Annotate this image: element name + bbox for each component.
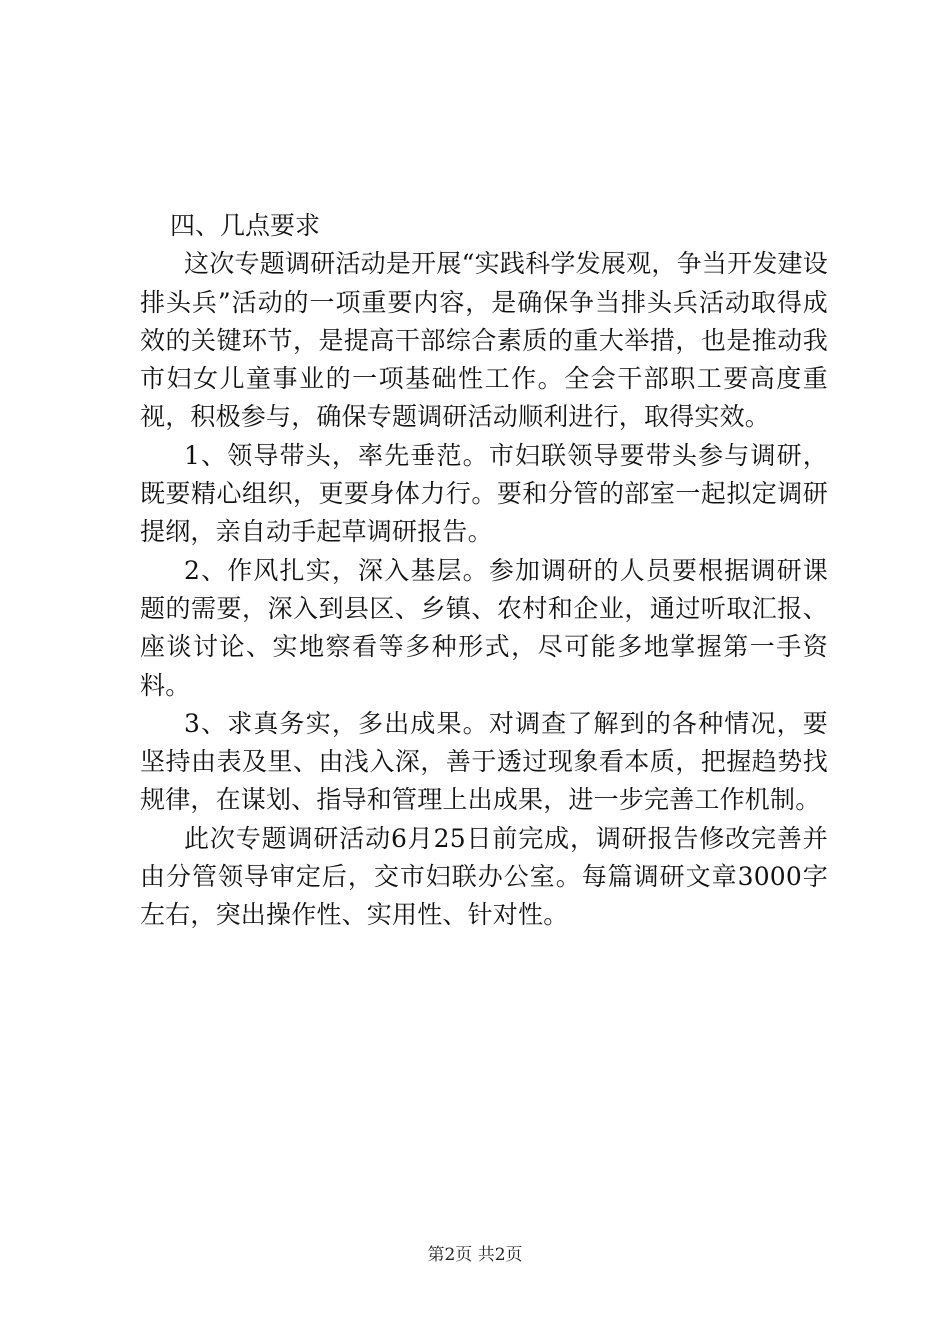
paragraph-item-2: 2、作风扎实，深入基层。参加调研的人员要根据调研课题的需要，深入到县区、乡镇、农村和企业，通过听取汇报、座谈讨论、实地察看等多种形式，尽可能多地掌握第一手资料。 <box>140 555 828 700</box>
paragraph-intro: 这次专题调研活动是开展“实践科学发展观，争当开发建设排头兵”活动的一项重要内容，是确保争当排头兵活动取得成效的关键环节，是提高干部综合素质的重大举措，也是推动我市妇女儿童事业的一项基础性工作。全会干部职工要高度重视，积极参与，确保专题调研活动顺利进行，取得实效。 <box>140 249 828 432</box>
paragraph-item-3: 3、求真务实，多出成果。对调查了解到的各种情况，要坚持由表及里、由浅入深，善于透过现象看本质，把握趋势找规律，在谋划、指导和管理上出成果，进一步完善工作机制。 <box>140 708 828 815</box>
section-heading: 四、几点要求 <box>170 211 321 240</box>
paragraph-item-1: 1、领导带头，率先垂范。市妇联领导要带头参与调研，既要精心组织，更要身体力行。要和分管的部室一起拟定调研提纲，亲自动手起草调研报告。 <box>140 440 828 547</box>
document-body <box>140 207 828 935</box>
page-footer: 第2页 共2页 <box>427 1245 523 1265</box>
paragraph-deadline: 此次专题调研活动6月25日前完成，调研报告修改完善并由分管领导审定后，交市妇联办公室。每篇调研文章3000字左右，突出操作性、实用性、针对性。 <box>140 823 828 930</box>
